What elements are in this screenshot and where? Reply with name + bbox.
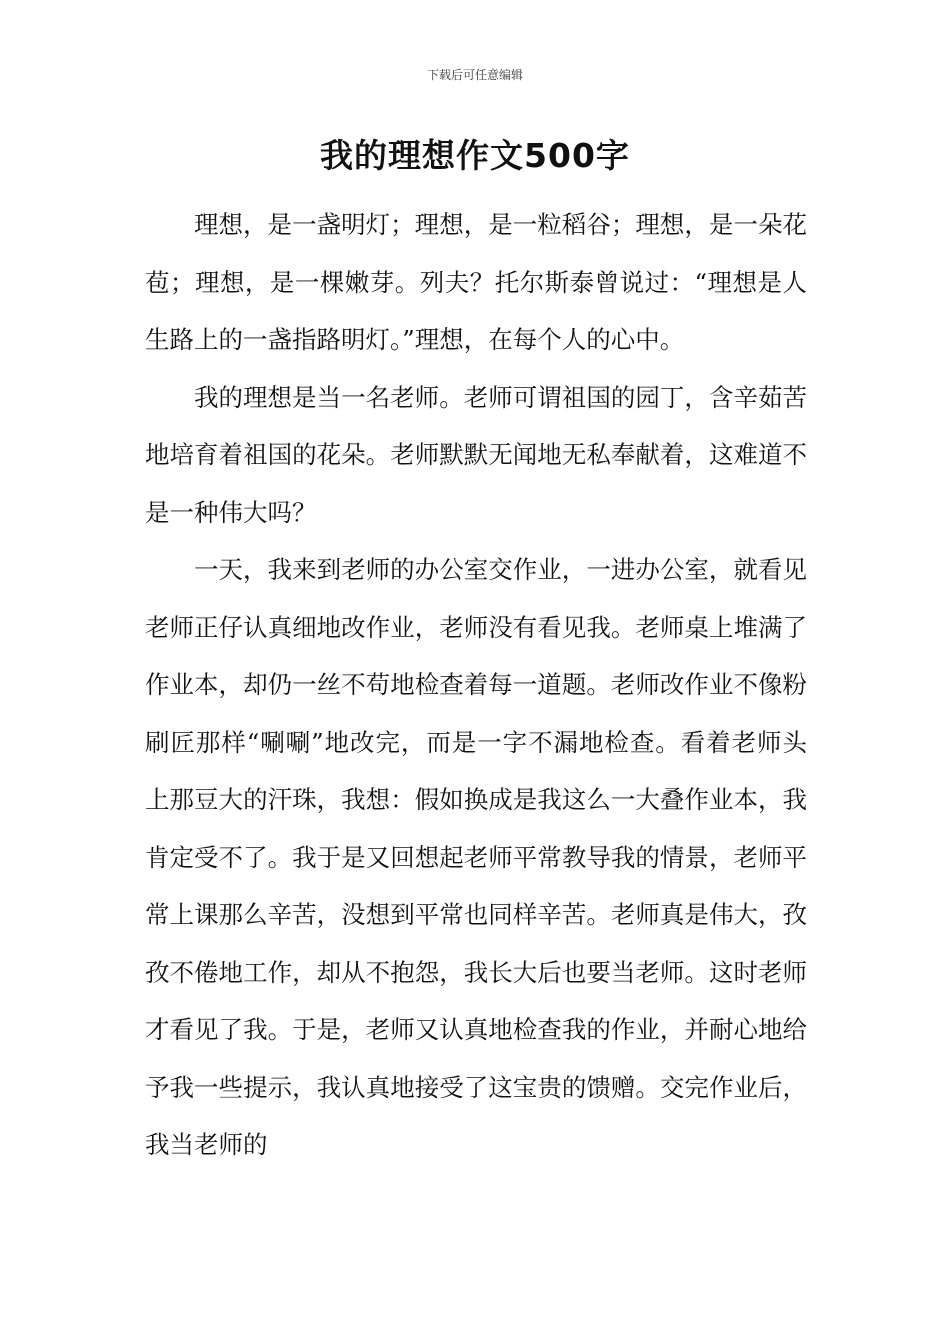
paragraph-1: 理想，是一盏明灯；理想，是一粒稻谷；理想，是一朵花苞；理想，是一棵嫩芽。列夫？托尔斯泰曾说过：“理想是人生路上的一盏指路明灯。”理想，在每个人的心中。: [145, 210, 807, 354]
paragraph-2: 我的理想是当一名老师。老师可谓祖国的园丁，含辛茹苦地培育着祖国的花朵。老师默默无闻地无私奉献着，这难道不是一种伟大吗？: [145, 382, 807, 527]
document-title: 我的理想作文500字: [320, 136, 630, 175]
header-note: 下载后可任意编辑: [426, 68, 523, 82]
document-body: [145, 196, 807, 1174]
paragraph-3: 一天，我来到老师的办公室交作业，一进办公室，就看见老师正仔认真细地改作业，老师没有看见我。老师桌上堆满了作业本，却仍一丝不苟地检查着每一道题。老师改作业不像粉刷匠那样“唰唰”地改完，而是一字不漏地检查。看着老师头上那豆大的汗珠，我想：假如换成是我这么一大叠作业本，我肯定受不了。我于是又回想起老师平常教导我的情景，老师平常上课那么辛苦，没想到平常也同样辛苦。老师真是伟大，孜孜不倦地工作，却从不抱怨，我长大后也要当老师。这时老师才看见了我。于是，老师又认真地检查我的作业，并耐心地给予我一些提示，我认真地接受了这宝贵的馈赠。交完作业后，我当老师的: [145, 555, 807, 1159]
